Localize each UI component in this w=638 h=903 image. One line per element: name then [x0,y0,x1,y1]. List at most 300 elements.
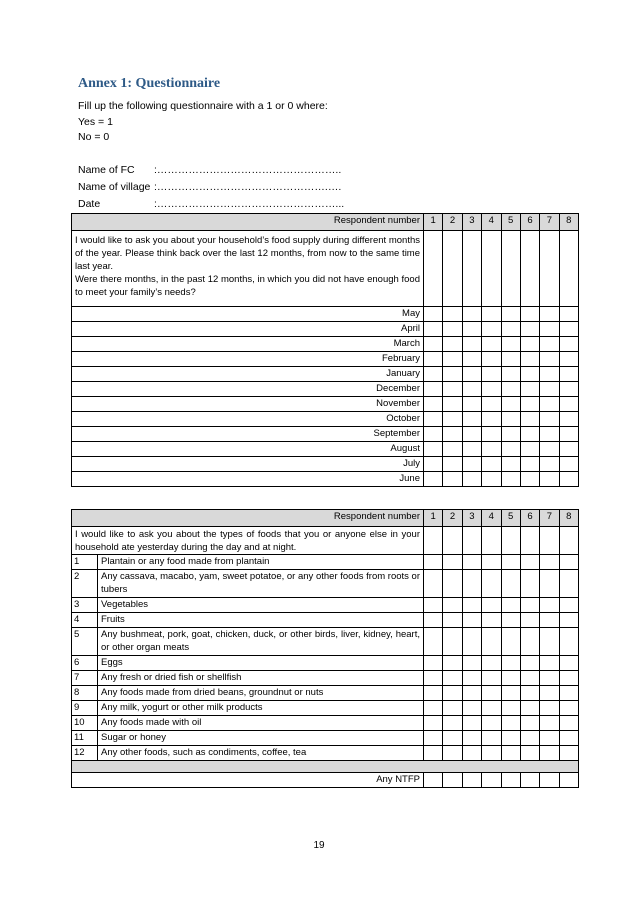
answer-cell[interactable] [540,307,559,322]
answer-cell[interactable] [520,628,539,656]
answer-cell[interactable] [520,397,539,412]
answer-cell[interactable] [501,555,520,570]
answer-cell[interactable] [443,337,462,352]
table-header-row [72,510,579,527]
respondent-number: 4 [482,214,501,231]
item-text: Eggs [98,656,424,671]
ntfp-label: Any NTFP [72,773,424,788]
respondent-number-label: Respondent number [72,214,424,231]
answer-cell[interactable] [540,457,559,472]
answer-cell[interactable] [540,716,559,731]
answer-cell[interactable] [482,412,501,427]
respondent-number: 3 [462,214,481,231]
answer-cell[interactable] [520,598,539,613]
answer-cell[interactable] [443,527,462,555]
answer-cell[interactable] [424,231,443,307]
ntfp-row [72,773,579,788]
answer-cell[interactable] [424,367,443,382]
answer-cell[interactable] [559,613,578,628]
answer-cell[interactable] [482,731,501,746]
month-row [72,412,579,427]
answer-cell[interactable] [443,773,462,788]
answer-cell[interactable] [462,337,481,352]
answer-cell[interactable] [540,382,559,397]
answer-cell[interactable] [443,716,462,731]
answer-cell[interactable] [520,731,539,746]
answer-cell[interactable] [482,598,501,613]
answer-cell[interactable] [462,628,481,656]
answer-cell[interactable] [443,731,462,746]
month-label: May [72,307,424,322]
answer-cell[interactable] [501,231,520,307]
respondent-number: 5 [501,510,520,527]
answer-cell[interactable] [501,307,520,322]
food-item-row [72,598,579,613]
item-number: 6 [72,656,98,671]
answer-cell[interactable] [520,442,539,457]
answer-cell[interactable] [501,671,520,686]
answer-cell[interactable] [482,307,501,322]
respondent-number: 4 [482,510,501,527]
answer-cell[interactable] [540,555,559,570]
answer-cell[interactable] [482,352,501,367]
answer-cell[interactable] [482,570,501,598]
answer-cell[interactable] [462,427,481,442]
answer-cell[interactable] [462,231,481,307]
answer-cell[interactable] [424,613,443,628]
answer-cell[interactable] [462,412,481,427]
answer-cell[interactable] [559,382,578,397]
answer-cell[interactable] [482,382,501,397]
answer-cell[interactable] [424,598,443,613]
answer-cell[interactable] [424,773,443,788]
answer-cell[interactable] [443,628,462,656]
respondent-number: 2 [443,510,462,527]
answer-cell[interactable] [559,716,578,731]
answer-cell[interactable] [501,352,520,367]
answer-cell[interactable] [501,613,520,628]
answer-cell[interactable] [424,397,443,412]
item-text: Any foods made from dried beans, groundnut or nuts [98,686,424,701]
answer-cell[interactable] [501,382,520,397]
answer-cell[interactable] [559,746,578,761]
answer-cell[interactable] [501,746,520,761]
answer-cell[interactable] [443,352,462,367]
answer-cell[interactable] [443,412,462,427]
answer-cell[interactable] [482,628,501,656]
month-label: February [72,352,424,367]
food-item-row [72,656,579,671]
item-text: Sugar or honey [98,731,424,746]
answer-cell[interactable] [520,382,539,397]
answer-cell[interactable] [501,716,520,731]
answer-cell[interactable] [540,527,559,555]
answer-cell[interactable] [482,367,501,382]
answer-cell[interactable] [559,367,578,382]
answer-cell[interactable] [520,457,539,472]
answer-cell[interactable] [501,412,520,427]
answer-cell[interactable] [540,746,559,761]
answer-cell[interactable] [501,773,520,788]
answer-cell[interactable] [462,442,481,457]
answer-cell[interactable] [424,442,443,457]
answer-cell[interactable] [443,397,462,412]
month-row [72,352,579,367]
item-number: 12 [72,746,98,761]
answer-cell[interactable] [462,555,481,570]
answer-cell[interactable] [540,397,559,412]
month-row [72,367,579,382]
answer-cell[interactable] [462,527,481,555]
answer-cell[interactable] [559,231,578,307]
answer-cell[interactable] [462,656,481,671]
answer-cell[interactable] [540,412,559,427]
answer-cell[interactable] [462,598,481,613]
answer-cell[interactable] [501,731,520,746]
month-label: April [72,322,424,337]
answer-cell[interactable] [501,628,520,656]
answer-cell[interactable] [424,686,443,701]
food-item-row [72,716,579,731]
answer-cell[interactable] [424,527,443,555]
food-item-row [72,613,579,628]
answer-cell[interactable] [443,686,462,701]
answer-cell[interactable] [520,337,539,352]
answer-cell[interactable] [540,598,559,613]
answer-cell[interactable] [520,613,539,628]
answer-cell[interactable] [501,427,520,442]
item-text: Any bushmeat, pork, goat, chicken, duck, or other birds, liver, kidney, heart, or other organ meats [98,628,424,656]
respondent-number: 2 [443,214,462,231]
food-item-row [72,570,579,598]
answer-cell[interactable] [443,231,462,307]
answer-cell[interactable] [462,671,481,686]
answer-cell[interactable] [482,322,501,337]
answer-cell[interactable] [540,628,559,656]
answer-cell[interactable] [559,686,578,701]
answer-cell[interactable] [559,527,578,555]
answer-cell[interactable] [540,231,559,307]
answer-cell[interactable] [462,570,481,598]
answer-cell[interactable] [501,598,520,613]
answer-cell[interactable] [424,716,443,731]
food-types-table [71,509,579,788]
answer-cell[interactable] [520,231,539,307]
answer-cell[interactable] [462,322,481,337]
answer-cell[interactable] [424,701,443,716]
respondent-number: 6 [520,214,539,231]
answer-cell[interactable] [462,397,481,412]
answer-cell[interactable] [482,527,501,555]
answer-cell[interactable] [443,555,462,570]
answer-cell[interactable] [443,427,462,442]
answer-cell[interactable] [520,701,539,716]
answer-cell[interactable] [424,731,443,746]
answer-cell[interactable] [540,427,559,442]
answer-cell[interactable] [424,427,443,442]
answer-cell[interactable] [559,570,578,598]
item-text: Plantain or any food made from plantain [98,555,424,570]
answer-cell[interactable] [520,656,539,671]
answer-cell[interactable] [520,527,539,555]
answer-cell[interactable] [424,746,443,761]
answer-cell[interactable] [520,716,539,731]
answer-cell[interactable] [540,367,559,382]
item-number: 4 [72,613,98,628]
answer-cell[interactable] [482,472,501,487]
answer-cell[interactable] [443,701,462,716]
item-text: Any cassava, macabo, yam, sweet potatoe, or any other foods from roots or tubers [98,570,424,598]
shaded-separator [72,761,579,773]
answer-cell[interactable] [482,746,501,761]
answer-cell[interactable] [462,352,481,367]
answer-cell[interactable] [540,773,559,788]
answer-cell[interactable] [559,598,578,613]
food-item-row [72,686,579,701]
answer-cell[interactable] [462,773,481,788]
month-row [72,427,579,442]
item-text: Fruits [98,613,424,628]
answer-cell[interactable] [540,352,559,367]
answer-cell[interactable] [559,397,578,412]
answer-cell[interactable] [559,731,578,746]
answer-cell[interactable] [424,671,443,686]
answer-cell[interactable] [501,656,520,671]
answer-cell[interactable] [501,457,520,472]
answer-cell[interactable] [424,337,443,352]
answer-cell[interactable] [462,367,481,382]
answer-cell[interactable] [443,307,462,322]
food-item-row [72,746,579,761]
yes-legend: Yes = 1 [78,116,113,128]
answer-cell[interactable] [540,570,559,598]
answer-cell[interactable] [482,337,501,352]
answer-cell[interactable] [443,442,462,457]
answer-cell[interactable] [482,656,501,671]
answer-cell[interactable] [462,613,481,628]
answer-cell[interactable] [559,773,578,788]
answer-cell[interactable] [443,613,462,628]
answer-cell[interactable] [462,686,481,701]
answer-cell[interactable] [520,746,539,761]
answer-cell[interactable] [482,231,501,307]
village-field[interactable]: :………………………………………….…. [154,181,342,193]
answer-cell[interactable] [540,701,559,716]
item-number: 10 [72,716,98,731]
answer-cell[interactable] [482,773,501,788]
answer-cell[interactable] [540,442,559,457]
answer-cell[interactable] [443,570,462,598]
answer-cell[interactable] [424,656,443,671]
respondent-number: 8 [559,214,578,231]
answer-cell[interactable] [559,555,578,570]
answer-cell[interactable] [462,731,481,746]
month-row [72,307,579,322]
answer-cell[interactable] [482,427,501,442]
answer-cell[interactable] [424,352,443,367]
answer-cell[interactable] [559,671,578,686]
respondent-number-label: Respondent number [72,510,424,527]
answer-cell[interactable] [462,457,481,472]
answer-cell[interactable] [520,307,539,322]
answer-cell[interactable] [559,322,578,337]
answer-cell[interactable] [520,367,539,382]
question-text: I would like to ask you about the types of foods that you or anyone else in your household ate yesterday during the day and at night. [72,527,424,555]
answer-cell[interactable] [520,352,539,367]
answer-cell[interactable] [520,773,539,788]
answer-cell[interactable] [443,457,462,472]
fc-label: Name of FC [78,164,135,176]
answer-cell[interactable] [501,686,520,701]
month-row [72,337,579,352]
answer-cell[interactable] [482,555,501,570]
answer-cell[interactable] [443,746,462,761]
food-item-row [72,555,579,570]
answer-cell[interactable] [501,472,520,487]
food-supply-table [71,213,579,487]
answer-cell[interactable] [462,382,481,397]
answer-cell[interactable] [501,322,520,337]
answer-cell[interactable] [424,307,443,322]
month-label: December [72,382,424,397]
answer-cell[interactable] [559,628,578,656]
month-label: September [72,427,424,442]
answer-cell[interactable] [540,613,559,628]
item-number: 5 [72,628,98,656]
answer-cell[interactable] [520,412,539,427]
date-field[interactable]: :……………………………………………... [154,198,345,210]
answer-cell[interactable] [462,701,481,716]
answer-cell[interactable] [559,656,578,671]
answer-cell[interactable] [520,427,539,442]
item-number: 11 [72,731,98,746]
month-row [72,322,579,337]
date-label: Date [78,198,101,210]
answer-cell[interactable] [559,472,578,487]
answer-cell[interactable] [462,746,481,761]
answer-cell[interactable] [462,716,481,731]
respondent-number: 7 [540,510,559,527]
answer-cell[interactable] [424,382,443,397]
respondent-number: 7 [540,214,559,231]
no-legend: No = 0 [78,131,110,143]
item-text: Any foods made with oil [98,716,424,731]
answer-cell[interactable] [501,397,520,412]
answer-cell[interactable] [443,598,462,613]
answer-cell[interactable] [520,570,539,598]
answer-cell[interactable] [501,570,520,598]
answer-cell[interactable] [424,412,443,427]
food-item-row [72,671,579,686]
item-number: 1 [72,555,98,570]
answer-cell[interactable] [501,701,520,716]
answer-cell[interactable] [462,472,481,487]
answer-cell[interactable] [540,731,559,746]
answer-cell[interactable] [482,716,501,731]
answer-cell[interactable] [559,427,578,442]
fc-field[interactable]: :…………………………………………….. [154,164,342,176]
answer-cell[interactable] [443,367,462,382]
answer-cell[interactable] [501,527,520,555]
month-label: January [72,367,424,382]
item-number: 8 [72,686,98,701]
answer-cell[interactable] [540,686,559,701]
question-cell [72,231,424,307]
food-item-row [72,628,579,656]
item-number: 3 [72,598,98,613]
answer-cell[interactable] [424,472,443,487]
respondent-number: 8 [559,510,578,527]
answer-cell[interactable] [501,337,520,352]
answer-cell[interactable] [443,322,462,337]
month-label: October [72,412,424,427]
answer-cell[interactable] [559,337,578,352]
answer-cell[interactable] [482,686,501,701]
answer-cell[interactable] [559,457,578,472]
respondent-number: 6 [520,510,539,527]
answer-cell[interactable] [443,671,462,686]
answer-cell[interactable] [501,442,520,457]
page-number: 19 [313,840,325,851]
answer-cell[interactable] [462,307,481,322]
answer-cell[interactable] [443,382,462,397]
question-row [72,527,579,555]
answer-cell[interactable] [424,628,443,656]
month-label: August [72,442,424,457]
month-row [72,457,579,472]
answer-cell[interactable] [482,397,501,412]
answer-cell[interactable] [424,555,443,570]
answer-cell[interactable] [482,457,501,472]
answer-cell[interactable] [559,412,578,427]
answer-cell[interactable] [520,671,539,686]
answer-cell[interactable] [520,686,539,701]
answer-cell[interactable] [559,307,578,322]
answer-cell[interactable] [520,322,539,337]
food-item-row [72,731,579,746]
question-text: Were there months, in the past 12 months, in which you did not have enough food to meet your family’s needs? [75,274,420,298]
food-item-row [72,701,579,716]
answer-cell[interactable] [540,656,559,671]
answer-cell[interactable] [482,613,501,628]
answer-cell[interactable] [559,442,578,457]
item-number: 7 [72,671,98,686]
answer-cell[interactable] [424,570,443,598]
answer-cell[interactable] [540,671,559,686]
month-row [72,397,579,412]
answer-cell[interactable] [520,555,539,570]
answer-cell[interactable] [540,472,559,487]
answer-cell[interactable] [482,701,501,716]
question-row [72,231,579,307]
answer-cell[interactable] [443,472,462,487]
item-text: Any milk, yogurt or other milk products [98,701,424,716]
answer-cell[interactable] [424,322,443,337]
answer-cell[interactable] [443,656,462,671]
answer-cell[interactable] [559,701,578,716]
answer-cell[interactable] [482,442,501,457]
month-row [72,472,579,487]
answer-cell[interactable] [559,352,578,367]
answer-cell[interactable] [424,457,443,472]
answer-cell[interactable] [520,472,539,487]
answer-cell[interactable] [540,337,559,352]
month-label: July [72,457,424,472]
item-text: Vegetables [98,598,424,613]
answer-cell[interactable] [501,367,520,382]
answer-cell[interactable] [540,322,559,337]
answer-cell[interactable] [482,671,501,686]
